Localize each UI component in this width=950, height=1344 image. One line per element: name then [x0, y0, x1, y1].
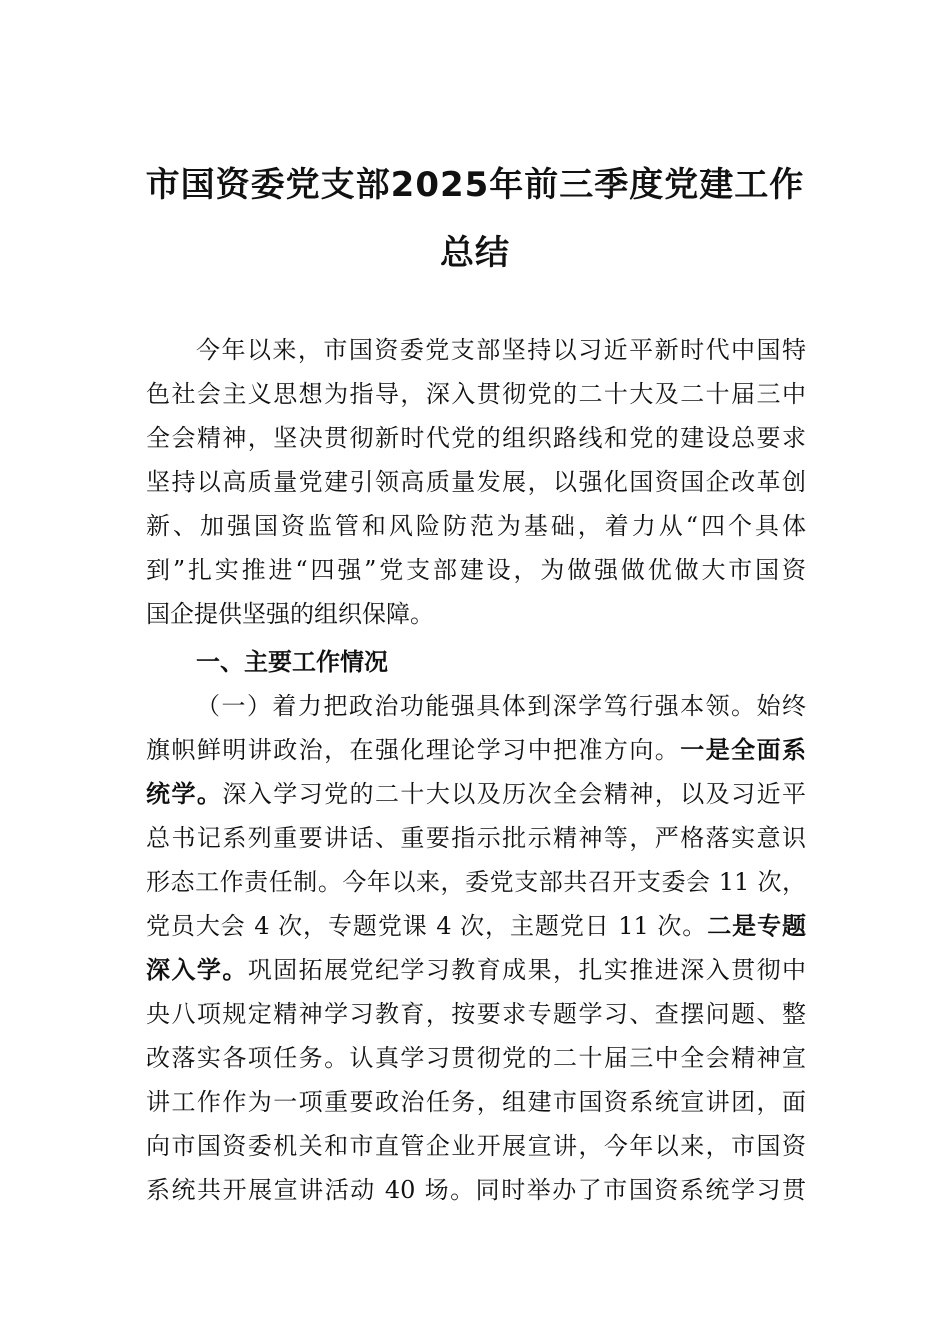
section-paragraph-line: 向市国资委机关和市直管企业开展宣讲，今年以来，市国资 [146, 1132, 806, 1160]
section-paragraph-line: 系统共开展宣讲活动 40 场。同时举办了市国资系统学习贯 [146, 1176, 806, 1204]
section-paragraph-line: 讲工作作为一项重要政治任务，组建市国资系统宣讲团，面 [146, 1088, 806, 1116]
text-run: 党员大会 4 次，专题党课 4 次，主题党日 11 次。 [146, 912, 708, 940]
section-paragraph-line: 形态工作责任制。今年以来，委党支部共召开支委会 11 次， [146, 868, 806, 896]
intro-paragraph-line: 国企提供坚强的组织保障。 [146, 600, 434, 628]
text-run: 巩固拓展党纪学习教育成果，扎实推进深入贯彻中 [247, 956, 806, 984]
bold-key-point: 二是专题 [707, 912, 806, 940]
intro-paragraph-line: 新、加强国资监管和风险防范为基础，着力从“四个具体 [146, 512, 806, 540]
section-paragraph-line [146, 951, 806, 989]
section-heading: 一、主要工作情况 [196, 648, 388, 676]
section-paragraph-line: 改落实各项任务。认真学习贯彻党的二十届三中全会精神宣 [146, 1044, 806, 1072]
section-paragraph-line: 央八项规定精神学习教育，按要求专题学习、查摆问题、整 [146, 1000, 806, 1028]
bold-key-point: 深入学。 [146, 956, 248, 984]
intro-paragraph-line: 色社会主义思想为指导，深入贯彻党的二十大及二十届三中 [146, 380, 806, 408]
document-title-line-1: 市国资委党支部2025年前三季度党建工作 [145, 165, 805, 205]
bold-key-point: 一是全面系 [680, 736, 806, 764]
text-run: 旗帜鲜明讲政治，在强化理论学习中把准方向。 [146, 736, 681, 764]
section-paragraph-line [146, 775, 806, 813]
section-paragraph-line [146, 731, 806, 769]
document-title-line-2: 总结 [440, 233, 510, 273]
section-paragraph-line: 总书记系列重要讲话、重要指示批示精神等，严格落实意识 [146, 824, 806, 852]
intro-paragraph-line: 到”扎实推进“四强”党支部建设，为做强做优做大市国资 [146, 556, 806, 584]
section-paragraph-line [146, 907, 806, 945]
intro-paragraph-line: 全会精神，坚决贯彻新时代党的组织路线和党的建设总要求 [146, 424, 806, 452]
intro-paragraph-line: 坚持以高质量党建引领高质量发展，以强化国资国企改革创 [146, 468, 806, 496]
section-paragraph-line: （一）着力把政治功能强具体到深学笃行强本领。始终 [196, 692, 806, 720]
bold-key-point: 统学。 [146, 780, 223, 808]
text-run: 深入学习党的二十大以及历次全会精神，以及习近平 [222, 780, 806, 808]
intro-paragraph-line: 今年以来，市国资委党支部坚持以习近平新时代中国特 [196, 336, 806, 364]
